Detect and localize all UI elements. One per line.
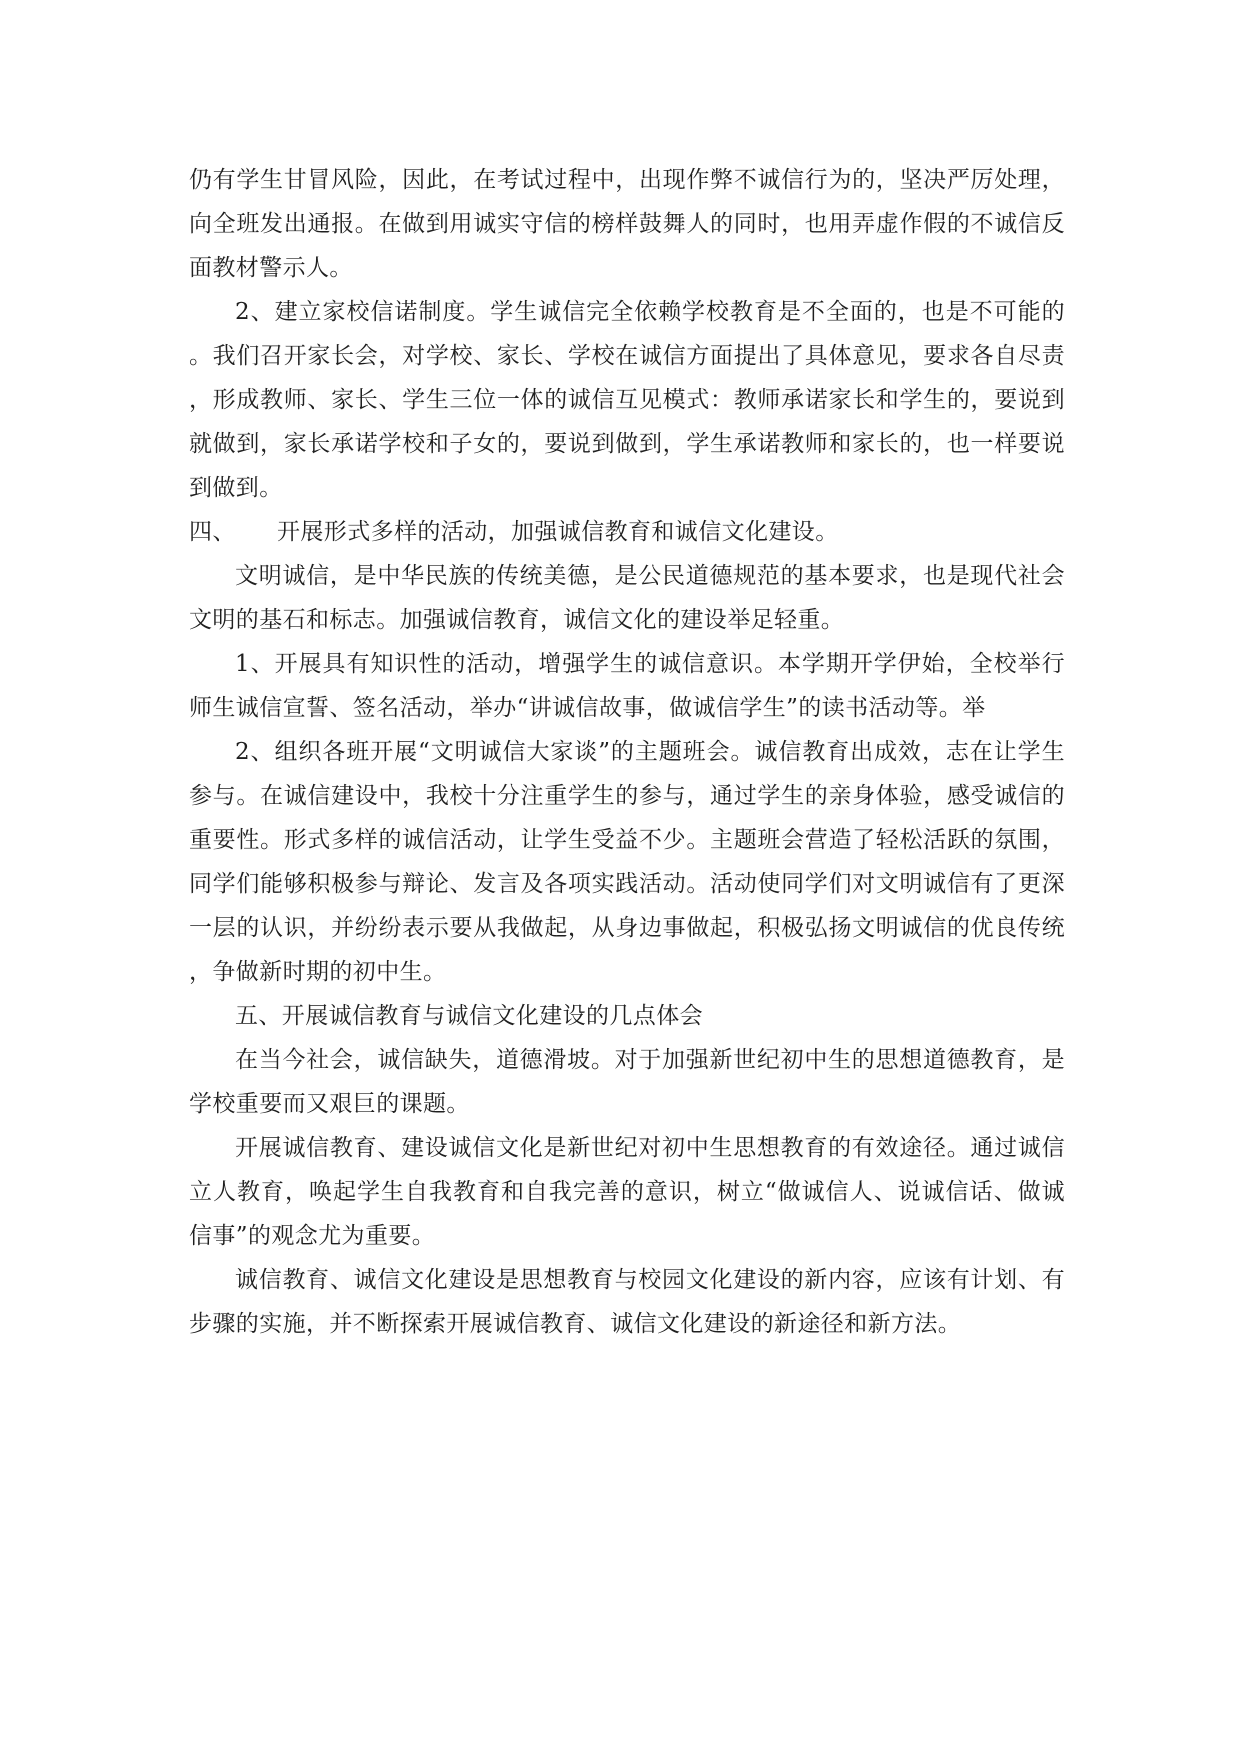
paragraph-knowledge-activities: 1、开展具有知识性的活动，增强学生的诚信意识。本学期开学伊始，全校举行师生诚信宣誓、签名活动，举办“讲诚信故事，做诚信学生”的读书活动等。举 [189,651,1065,721]
paragraph-home-school-promise: 2、建立家校信诺制度。学生诚信完全依赖学校教育是不全面的，也是不可能的。我们召开家长会，对学校、家长、学校在诚信方面提出了具体意见，要求各自尽责，形成教师、家长、学生三位一体的诚信互见模式：教师承诺家长和学生的，要说到就做到，家长承诺学校和子女的，要说到做到，学生承诺教师和家长的，也一样要说到做到。 [189,299,1065,501]
paragraph-new-content: 诚信教育、诚信文化建设是思想教育与校园文化建设的新内容，应该有计划、有步骤的实施，并不断探索开展诚信教育、诚信文化建设的新途径和新方法。 [189,1267,1065,1337]
section-four-number: 四、 [189,519,236,545]
section-heading-five: 五、开展诚信教育与诚信文化建设的几点体会 [235,1003,703,1029]
document-body [189,158,1065,1346]
paragraph-exam-cheating: 仍有学生甘冒风险，因此，在考试过程中，出现作弊不诚信行为的，坚决严厉处理，向全班发出通报。在做到用诚实守信的榜样鼓舞人的同时，也用弄虚作假的不诚信反面教材警示人。 [189,167,1065,281]
paragraph-social-integrity: 在当今社会，诚信缺失，道德滑坡。对于加强新世纪初中生的思想道德教育，是学校重要而又艰巨的课题。 [189,1047,1065,1117]
paragraph-effective-approach: 开展诚信教育、建设诚信文化是新世纪对初中生思想教育的有效途径。通过诚信立人教育，唤起学生自我教育和自我完善的意识，树立“做诚信人、说诚信话、做诚信事”的观念尤为重要。 [189,1135,1065,1249]
section-heading-four [189,510,1065,554]
paragraph-civilized-integrity: 文明诚信，是中华民族的传统美德，是公民道德规范的基本要求，也是现代社会文明的基石和标志。加强诚信教育，诚信文化的建设举足轻重。 [189,563,1065,633]
paragraph-class-meeting: 2、组织各班开展“文明诚信大家谈”的主题班会。诚信教育出成效，志在让学生参与。在诚信建设中，我校十分注重学生的参与，通过学生的亲身体验，感受诚信的重要性。形式多样的诚信活动，让学生受益不少。主题班会营造了轻松活跃的氛围，同学们能够积极参与辩论、发言及各项实践活动。活动使同学们对文明诚信有了更深一层的认识，并纷纷表示要从我做起，从身边事做起，积极弘扬文明诚信的优良传统，争做新时期的初中生。 [189,739,1065,985]
section-four-title: 开展形式多样的活动，加强诚信教育和诚信文化建设。 [277,519,839,545]
